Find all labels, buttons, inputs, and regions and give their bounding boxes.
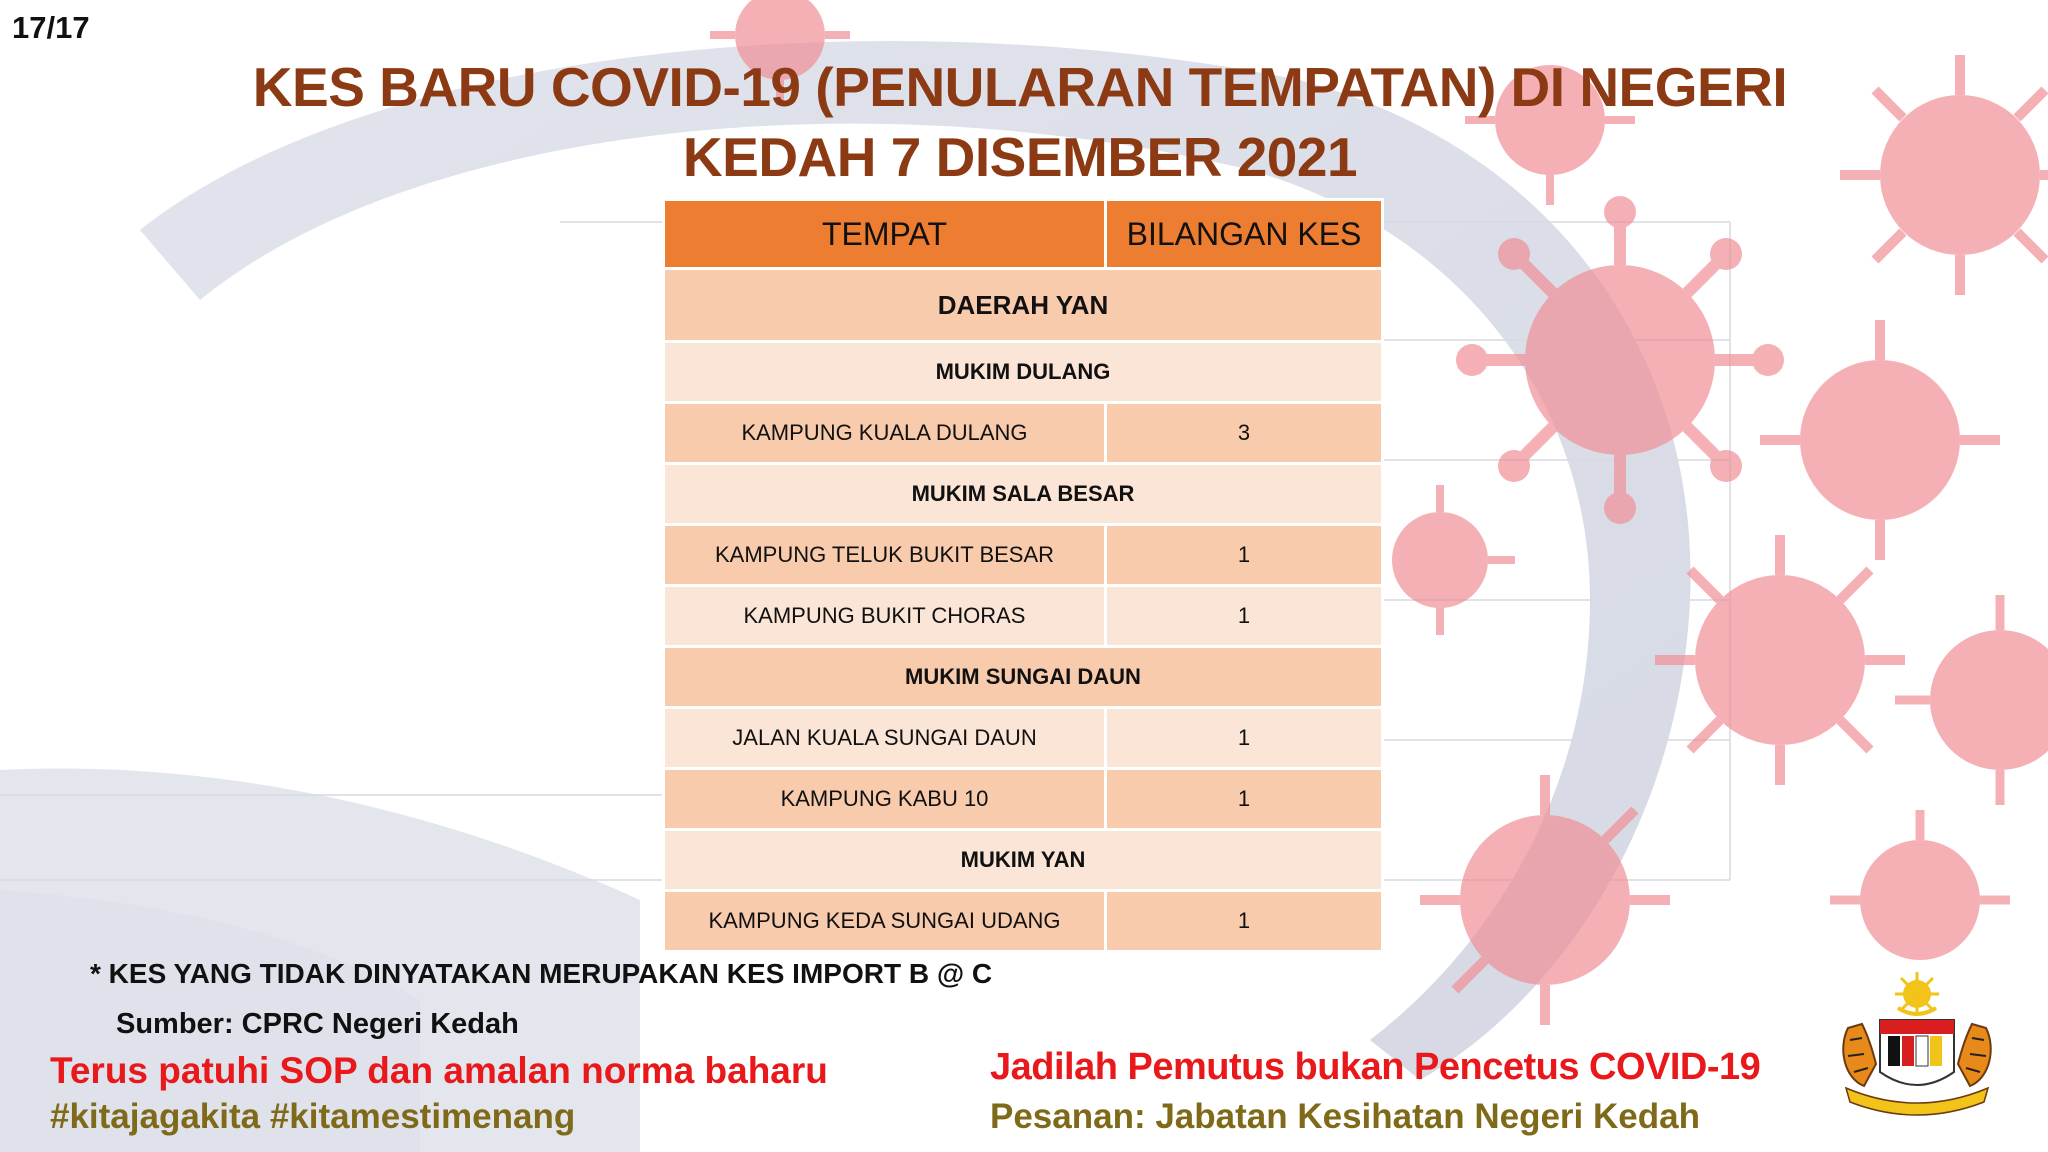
table-header-row xyxy=(664,200,1383,269)
mukim-label: MUKIM SUNGAI DAUN xyxy=(664,647,1383,708)
table-row xyxy=(664,708,1383,769)
hashtags: #kitajagakita #kitamestimenang xyxy=(50,1097,576,1136)
daerah-label: DAERAH YAN xyxy=(664,269,1383,342)
case-count: 1 xyxy=(1106,708,1383,769)
mukim-row xyxy=(664,464,1383,525)
sop-message: Terus patuhi SOP dan amalan norma baharu xyxy=(50,1050,828,1091)
case-count: 1 xyxy=(1106,586,1383,647)
table-row xyxy=(664,403,1383,464)
place-name: KAMPUNG BUKIT CHORAS xyxy=(664,586,1106,647)
place-name: JALAN KUALA SUNGAI DAUN xyxy=(664,708,1106,769)
daerah-row xyxy=(664,269,1383,342)
page-title xyxy=(230,52,1810,192)
place-name: KAMPUNG KUALA DULANG xyxy=(664,403,1106,464)
state-crest-icon xyxy=(1828,968,2006,1118)
cases-table xyxy=(662,198,1384,953)
header-bilangan-kes: BILANGAN KES xyxy=(1106,200,1383,269)
mukim-label: MUKIM YAN xyxy=(664,830,1383,891)
place-name: KAMPUNG KEDA SUNGAI UDANG xyxy=(664,891,1106,952)
page-title-line-2: KEDAH 7 DISEMBER 2021 xyxy=(682,126,1358,188)
mukim-row xyxy=(664,830,1383,891)
case-count: 1 xyxy=(1106,769,1383,830)
case-count: 1 xyxy=(1106,891,1383,952)
case-count: 1 xyxy=(1106,525,1383,586)
place-name: KAMPUNG TELUK BUKIT BESAR xyxy=(664,525,1106,586)
mukim-row xyxy=(664,342,1383,403)
place-name: KAMPUNG KABU 10 xyxy=(664,769,1106,830)
table-row xyxy=(664,525,1383,586)
mukim-label: MUKIM DULANG xyxy=(664,342,1383,403)
page-counter: 17/17 xyxy=(12,10,90,45)
header-tempat: TEMPAT xyxy=(664,200,1106,269)
mukim-label: MUKIM SALA BESAR xyxy=(664,464,1383,525)
mukim-row xyxy=(664,647,1383,708)
footnote: * KES YANG TIDAK DINYATAKAN MERUPAKAN KES IMPORT B @ C xyxy=(90,958,993,989)
case-count: 3 xyxy=(1106,403,1383,464)
source-text: Sumber: CPRC Negeri Kedah xyxy=(116,1008,519,1040)
page-title-line-1: KES BARU COVID-19 (PENULARAN TEMPATAN) DI NEGERI xyxy=(252,56,1788,118)
table-row xyxy=(664,769,1383,830)
table-row xyxy=(664,586,1383,647)
table-row xyxy=(664,891,1383,952)
message-from: Pesanan: Jabatan Kesihatan Negeri Kedah xyxy=(990,1097,1700,1136)
campaign-slogan: Jadilah Pemutus bukan Pencetus COVID-19 xyxy=(990,1046,1761,1088)
